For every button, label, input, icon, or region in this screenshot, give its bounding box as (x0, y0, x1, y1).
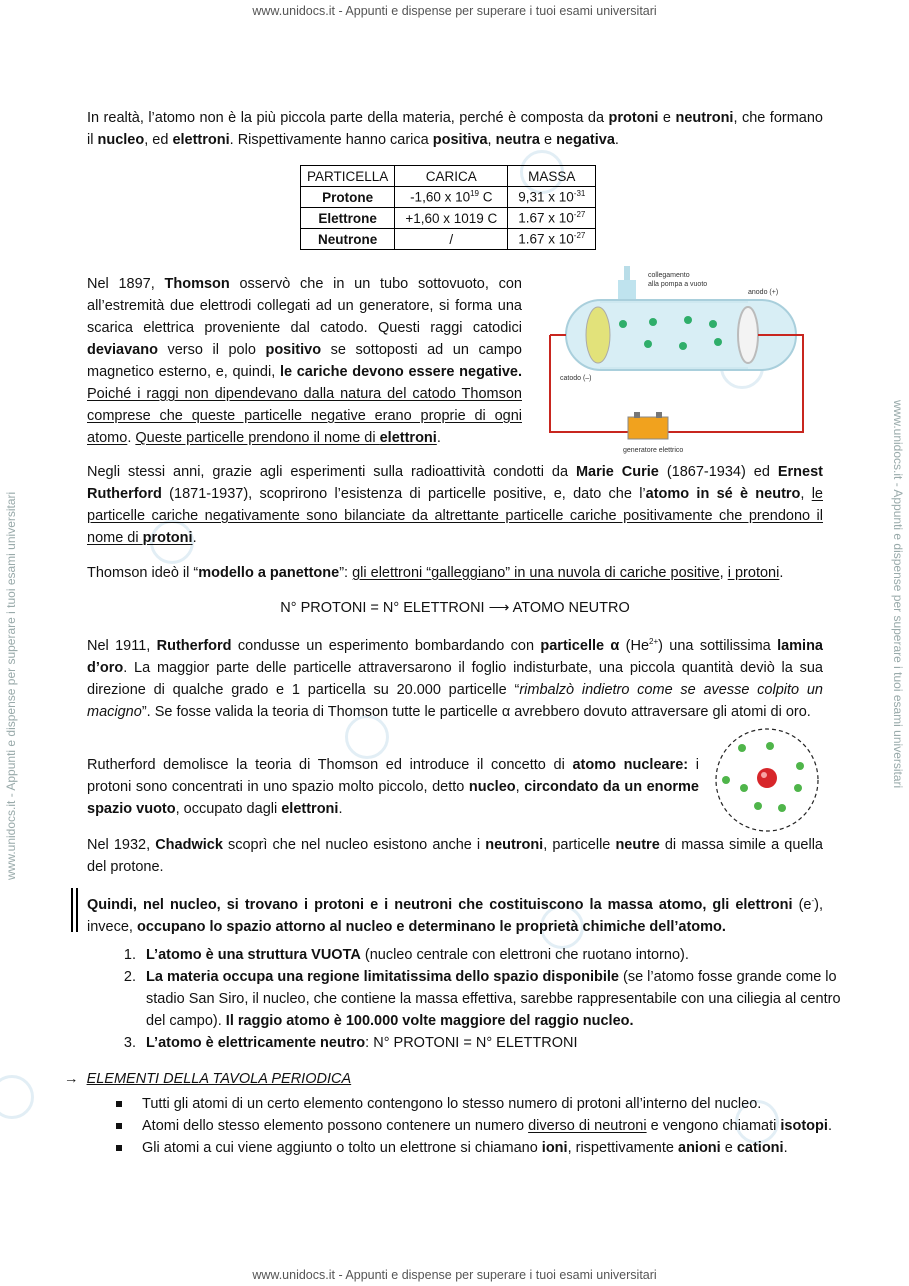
table-cell: 9,31 x $10^{-31}$ (508, 187, 596, 208)
bullet-list (110, 1093, 857, 1159)
side-watermark-left: www.unidocs.it - Appunti e dispense per superare i tuoi esami universitari (4, 491, 18, 880)
table-cell: Neutrone (301, 229, 395, 250)
list-item: 1. L’atomo è una struttura VUOTA (nucleo centrale con elettroni che ruotano intorno). (140, 944, 855, 966)
svg-text:alla pompa a vuoto: alla pompa a vuoto (648, 281, 708, 288)
section-heading: → ELEMENTI DELLA TAVOLA PERIODICA (64, 1071, 352, 1087)
paragraph-intro: In realtà, l’atomo non è la più piccola parte della materia, perché è composta da protoni e neutroni, che formano il nucleo, ed elettroni. Rispettivamente hanno carica positiva, neutra e negativa. (87, 110, 823, 148)
list-item: Gli atomi a cui viene aggiunto o tolto un elettrone si chiamano ioni, rispettivamente anioni e cationi. (142, 1137, 857, 1159)
equation-line: N° PROTONI = N° ELETTRONI ⟶ ATOMO NEUTRO (280, 600, 630, 616)
svg-text:generatore elettrico: generatore elettrico (623, 447, 684, 454)
cathode-ray-tube-diagram (548, 262, 823, 458)
svg-text:collegamento: collegamento (648, 272, 690, 279)
page-header: www.unidocs.it - Appunti e dispense per superare i tuoi esami universitari (252, 4, 657, 18)
list-item: Atomi dello stesso elemento possono contenere un numero diverso di neutroni e vengono chiamati isotopi. (142, 1115, 857, 1137)
right-arrow-icon: → (64, 1071, 79, 1087)
table-cell: -1,60 x $10^{19}$ C (395, 187, 508, 208)
table-row (301, 208, 596, 229)
table-header-cell: CARICA (395, 166, 508, 187)
table-cell: +1,60 x 1019 C (395, 208, 508, 229)
list-item: Tutti gli atomi di un certo elemento contengono lo stesso numero di protoni all’interno del nucleo. (142, 1093, 857, 1115)
paragraph-chadwick: Nel 1932, Chadwick scoprì che nel nucleo esistono anche i neutroni, particelle neutre di massa simile a quella del protone. (87, 837, 823, 875)
svg-text:anodo (+): anodo (+) (748, 289, 779, 296)
list-item: 3. L’atomo è elettricamente neutro: N° PROTONI = N° ELETTRONI (140, 1032, 855, 1054)
margin-bar (76, 888, 78, 932)
paragraph-curie: Negli stessi anni, grazie agli esperimenti sulla radioattività condotti da Marie Curie (1867-1934) ed Ernest Rutherford (1871-1937), scoprirono l’esistenza di particelle positive, e, dato che l’atomo in sé è neutro, le particelle cariche negativamente sono bilanciate da altrettante particelle cariche positivamente che prendono il nome di protoni. (87, 464, 823, 546)
svg-text:catodo (–): catodo (–) (560, 375, 592, 382)
table-cell: / (395, 229, 508, 250)
paragraph-quindi: Quindi, nel nucleo, si trovano i protoni e i neutroni che costituiscono la massa atomo, gli elettroni (e-), invece, occupano lo spazio attorno al nucleo e determinano le proprietà chimiche dell’atomo. (87, 896, 823, 935)
numbered-list (110, 944, 855, 1054)
table-cell: 1.67 x $10^{-27}$ (508, 208, 596, 229)
table-row (301, 187, 596, 208)
table-cell: Elettrone (301, 208, 395, 229)
table-cell: Protone (301, 187, 395, 208)
table-cell: 1.67 x $10^{-27}$ (508, 229, 596, 250)
table-header-cell: PARTICELLA (301, 166, 395, 187)
right-arrow-icon: ⟶ (488, 600, 510, 616)
table-header-row (301, 166, 596, 187)
table-header-cell: MASSA (508, 166, 596, 187)
table-row (301, 229, 596, 250)
atom-model-diagram (712, 728, 822, 832)
paragraph-panettone: Thomson ideò il “modello a panettone”: gli elettroni “galleggiano” in una nuvola di cariche positive, i protoni. (87, 565, 784, 581)
paragraph-atomo-nucleare: Rutherford demolisce la teoria di Thomson ed introduce il concetto di atomo nucleare: i protoni sono concentrati in uno spazio molto piccolo, detto nucleo, circondato da un enorme spazio vuoto, occupato dagli elettroni. (87, 757, 699, 817)
paragraph-rutherford: Nel 1911, Rutherford condusse un esperimento bombardando con particelle α $(He^{2+})$ una sottilissima lamina d’oro. La maggior parte delle particelle attraversarono il foglio indisturbate, una piccola quantità deviò la sua direzione di qualche grado e 1 particella su 20.000 particelle “rimbalzò indietro come se avesse colpito un macigno”. Se fosse valida la teoria di Thomson tutte le particelle α avrebbero dovuto attraversare gli atomi di oro. (87, 637, 823, 720)
side-watermark-right: www.unidocs.it - Appunti e dispense per superare i tuoi esami universitari (891, 400, 905, 789)
list-item: 2. La materia occupa una regione limitatissima dello spazio disponibile (se l’atomo fosse grande come lo stadio San Siro, il nucleo, che contiene la massa effettiva, sarebbe rappresentabile con una ciliegia al centro del campo). Il raggio atomo è 100.000 volte maggiore del raggio nucleo. (140, 966, 855, 1032)
paragraph-thomson: Nel 1897, Thomson osservò che in un tubo sottovuoto, con all’estremità due elettrodi collegati ad un generatore, si forma una scarica elettrica proveniente dal catodo. Questi raggi catodici deviavano verso il polo positivo se sottoposti ad un campo magnetico esterno, e, quindi, le cariche devono essere negative. Poiché i raggi non dipendevano dalla natura del catodo Thomson comprese che queste particelle negative erano proprie di ogni atomo. Queste particelle prendono il nome di elettroni. (87, 276, 523, 446)
watermark-logo-icon (0, 1075, 34, 1119)
margin-bar (71, 888, 73, 932)
particle-table (300, 165, 596, 250)
page-footer: www.unidocs.it - Appunti e dispense per superare i tuoi esami universitari (252, 1268, 657, 1282)
